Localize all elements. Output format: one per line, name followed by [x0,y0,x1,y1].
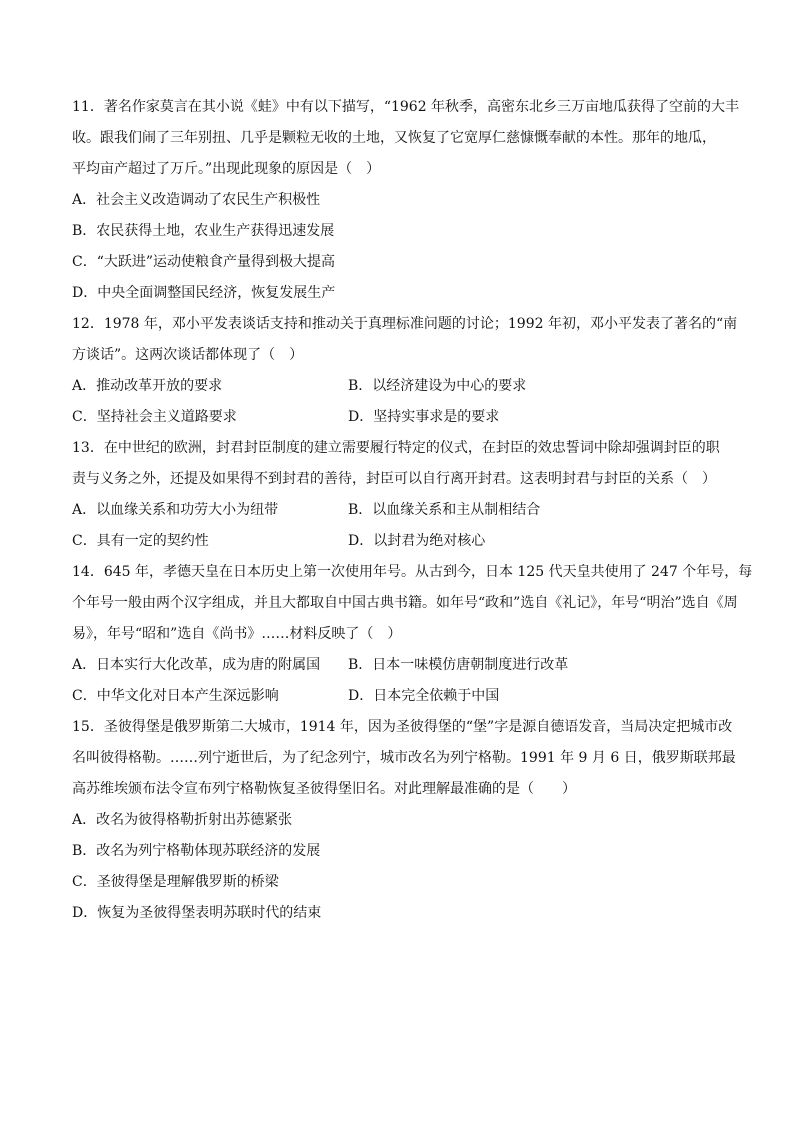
option-d[interactable]: D．以封君为绝对核心 [348,533,486,549]
option-b[interactable]: B．以经济建设为中心的要求 [348,378,527,394]
question-15 [72,717,736,934]
option-d[interactable]: D．日本完全依赖于中国 [348,688,500,704]
question-stem-line: 平均亩产超过了万斤。”出现此现象的原因是（ ） [72,161,381,177]
question-stem-line: 个年号一般由两个汉字组成，并且大都取自中国古典书籍。如年号“政和”选自《礼记》，年号“明治”选自《周 [72,595,738,611]
question-stem-line: 11．著名作家莫言在其小说《蛙》中有以下描写，“1962 年秋季，高密东北乡三万亩地瓜获得了空前的大丰 [72,99,740,115]
option-c[interactable]: C．坚持社会主义道路要求 [72,409,237,425]
option-a[interactable]: A．日本实行大化改革，成为唐的附属国 [72,657,321,673]
question-stem-line: 收。跟我们闹了三年别扭、几乎是颗粒无收的土地，又恢复了它宽厚仁慈慷慨奉献的本性。那年的地瓜， [72,130,716,146]
option-row [72,655,730,686]
question-13 [72,438,730,562]
question-14 [72,562,753,717]
option-row [72,500,730,531]
question-stem-line: 易》，年号“昭和”选自《尚书》……材料反映了（ ） [72,626,402,642]
option-c[interactable]: C．中华文化对日本产生深远影响 [72,688,279,704]
option-b[interactable]: B．日本一味模仿唐朝制度进行改革 [348,657,569,673]
option-b[interactable]: B．以血缘关系和主从制相结合 [348,502,541,518]
question-stem-line: 名叫彼得格勒。……列宁逝世后，为了纪念列宁，城市改名为列宁格勒。1991 年 9 月 6 日，俄罗斯联邦最 [72,750,736,766]
exam-page [72,97,753,934]
question-stem-line: 责与义务之外，还提及如果得不到封君的善待，封臣可以自行离开封君。这表明封君与封臣的关系（ ） [72,471,716,487]
option-d[interactable]: D．坚持实事求是的要求 [348,409,500,425]
option-d[interactable]: D．恢复为圣彼得堡表明苏联时代的结束 [72,905,322,921]
option-b[interactable]: B．改名为列宁格勒体现苏联经济的发展 [72,843,321,859]
option-a[interactable]: A．社会主义改造调动了农民生产积极性 [72,192,321,208]
option-a[interactable]: A．改名为彼得格勒折射出苏德紧张 [72,812,293,828]
question-12 [72,314,738,438]
question-stem-line: 12．1978 年，邓小平发表谈话支持和推动关于真理标准问题的讨论；1992 年初，邓小平发表了著名的“南 [72,316,738,332]
option-row [72,376,730,407]
option-a[interactable]: A．推动改革开放的要求 [72,378,223,394]
option-row [72,531,730,562]
question-11 [72,97,740,314]
option-b[interactable]: B．农民获得土地，农业生产获得迅速发展 [72,223,335,239]
question-stem-line: 14．645 年，孝德天皇在日本历史上第一次使用年号。从古到今，日本 125 代天皇共使用了 247 个年号，每 [72,564,753,580]
question-stem-line: 高苏维埃颁布法令宣布列宁格勒恢复圣彼得堡旧名。对此理解最准确的是（ ） [72,781,576,797]
option-a[interactable]: A．以血缘关系和功劳大小为纽带 [72,502,279,518]
question-stem-line: 15．圣彼得堡是俄罗斯第二大城市，1914 年，因为圣彼得堡的“堡”字是源自德语发音，当局决定把城市改 [72,719,733,735]
question-stem-line: 方谈话”。这两次谈话都体现了（ ） [72,347,304,363]
option-row [72,407,730,438]
option-row [72,686,730,717]
option-d[interactable]: D．中央全面调整国民经济，恢复发展生产 [72,285,336,301]
option-c[interactable]: C．具有一定的契约性 [72,533,209,549]
question-stem-line: 13．在中世纪的欧洲，封君封臣制度的建立需要履行特定的仪式，在封臣的效忠誓词中除却强调封臣的职 [72,440,720,456]
option-c[interactable]: C．“大跃进”运动使粮食产量得到极大提高 [72,254,336,270]
option-c[interactable]: C．圣彼得堡是理解俄罗斯的桥梁 [72,874,279,890]
